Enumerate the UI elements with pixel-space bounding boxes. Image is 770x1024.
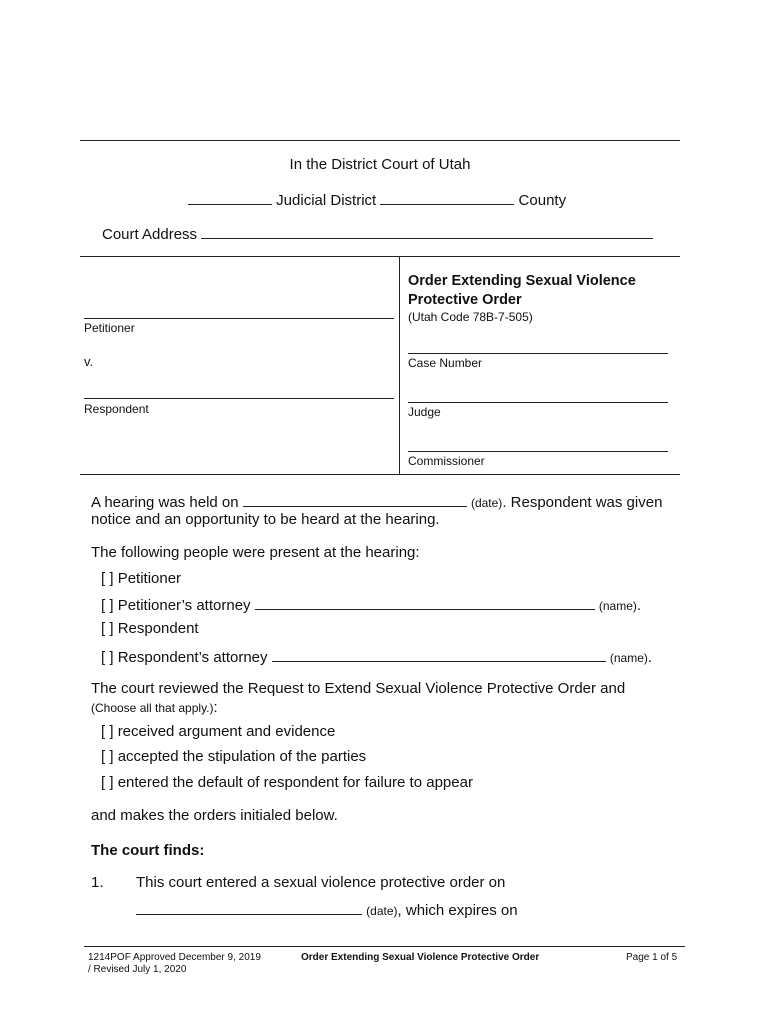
district-blank[interactable] xyxy=(188,190,272,205)
caption-bottom-rule xyxy=(80,474,680,475)
hearing-sentence: A hearing was held on (date). Respondent was given xyxy=(91,494,663,511)
petitioner-attorney-name-blank[interactable] xyxy=(255,595,595,610)
reviewed-sentence: The court reviewed the Request to Extend Sexual Violence Protective Order and xyxy=(91,680,626,697)
hearing-date-blank[interactable] xyxy=(243,492,467,507)
name-hint: (name) xyxy=(609,651,648,665)
judge-blank[interactable] xyxy=(408,402,668,403)
respondent-blank[interactable] xyxy=(84,398,394,399)
date-hint: (date) xyxy=(470,496,503,510)
present-item-respondent-attorney[interactable]: [ ] Respondent’s attorney (name). xyxy=(101,649,653,666)
hearing-sentence-line2: notice and an opportunity to be heard at the hearing. xyxy=(91,511,440,528)
checkbox[interactable]: [ ] xyxy=(101,774,114,791)
respondent-label: Respondent xyxy=(84,402,149,416)
orders-sentence: and makes the orders initialed below. xyxy=(91,807,338,824)
footer-form-id: 1214POF Approved December 9, 2019 / Revised July 1, 2020 xyxy=(88,952,261,975)
name-hint: (name) xyxy=(598,599,637,613)
present-intro: The following people were present at the hearing: xyxy=(91,544,420,561)
review-item-stipulation[interactable] xyxy=(101,748,366,765)
date-hint: (date) xyxy=(366,904,398,918)
checkbox[interactable]: [ ] xyxy=(101,649,114,666)
case-number-blank[interactable] xyxy=(408,353,668,354)
top-rule xyxy=(80,140,680,141)
document-title-line2: Protective Order xyxy=(408,292,522,308)
finding-1-number: 1. xyxy=(91,874,104,891)
court-title: In the District Court of Utah xyxy=(289,156,471,173)
item-label: Respondent xyxy=(117,620,199,637)
review-item-default[interactable] xyxy=(101,774,473,791)
commissioner-label: Commissioner xyxy=(408,454,485,468)
judge-label: Judge xyxy=(408,405,441,419)
document-title-line1: Order Extending Sexual Violence xyxy=(408,273,636,289)
checkbox[interactable]: [ ] xyxy=(101,597,114,614)
item-label: Petitioner’s attorney xyxy=(117,597,251,614)
footer-rule xyxy=(84,946,685,947)
checkbox[interactable]: [ ] xyxy=(101,620,114,637)
petitioner-blank[interactable] xyxy=(84,318,394,319)
footer-page-number: Page 1 of 5 xyxy=(626,952,678,963)
case-number-label: Case Number xyxy=(408,356,483,370)
versus: v. xyxy=(84,354,94,369)
present-item-respondent[interactable] xyxy=(101,620,199,637)
order-date-blank[interactable] xyxy=(136,900,362,915)
findings-heading: The court finds: xyxy=(91,842,205,859)
county-blank[interactable] xyxy=(380,190,514,205)
respondent-attorney-name-blank[interactable] xyxy=(272,647,606,662)
court-address-line: Court Address xyxy=(102,224,653,243)
choose-hint: (Choose all that apply.): xyxy=(91,699,218,716)
checkbox[interactable]: [ ] xyxy=(101,748,114,765)
present-item-petitioner-attorney[interactable]: [ ] Petitioner’s attorney (name). xyxy=(101,597,642,614)
item-label: received argument and evidence xyxy=(117,723,336,740)
caption-top-rule xyxy=(80,256,680,257)
checkbox[interactable]: [ ] xyxy=(101,570,114,587)
document-title xyxy=(408,272,636,310)
item-label: Petitioner xyxy=(117,570,182,587)
footer-title: Order Extending Sexual Violence Protective Order xyxy=(301,952,540,963)
item-label: entered the default of respondent for failure to appear xyxy=(117,774,473,791)
checkbox[interactable]: [ ] xyxy=(101,723,114,740)
statute-reference: (Utah Code 78B-7-505) xyxy=(408,310,533,324)
court-address-blank[interactable] xyxy=(201,224,653,239)
finding-1-text: This court entered a sexual violence protective order on xyxy=(136,874,506,891)
petitioner-label: Petitioner xyxy=(84,321,135,335)
present-item-petitioner[interactable] xyxy=(101,570,181,587)
review-item-argument[interactable] xyxy=(101,723,335,740)
district-county-line: Judicial District County xyxy=(188,190,566,209)
caption-divider xyxy=(399,256,400,474)
finding-1-expiry: (date), which expires on xyxy=(136,900,518,919)
item-label: Respondent’s attorney xyxy=(117,649,268,666)
item-label: accepted the stipulation of the parties xyxy=(117,748,367,765)
commissioner-blank[interactable] xyxy=(408,451,668,452)
